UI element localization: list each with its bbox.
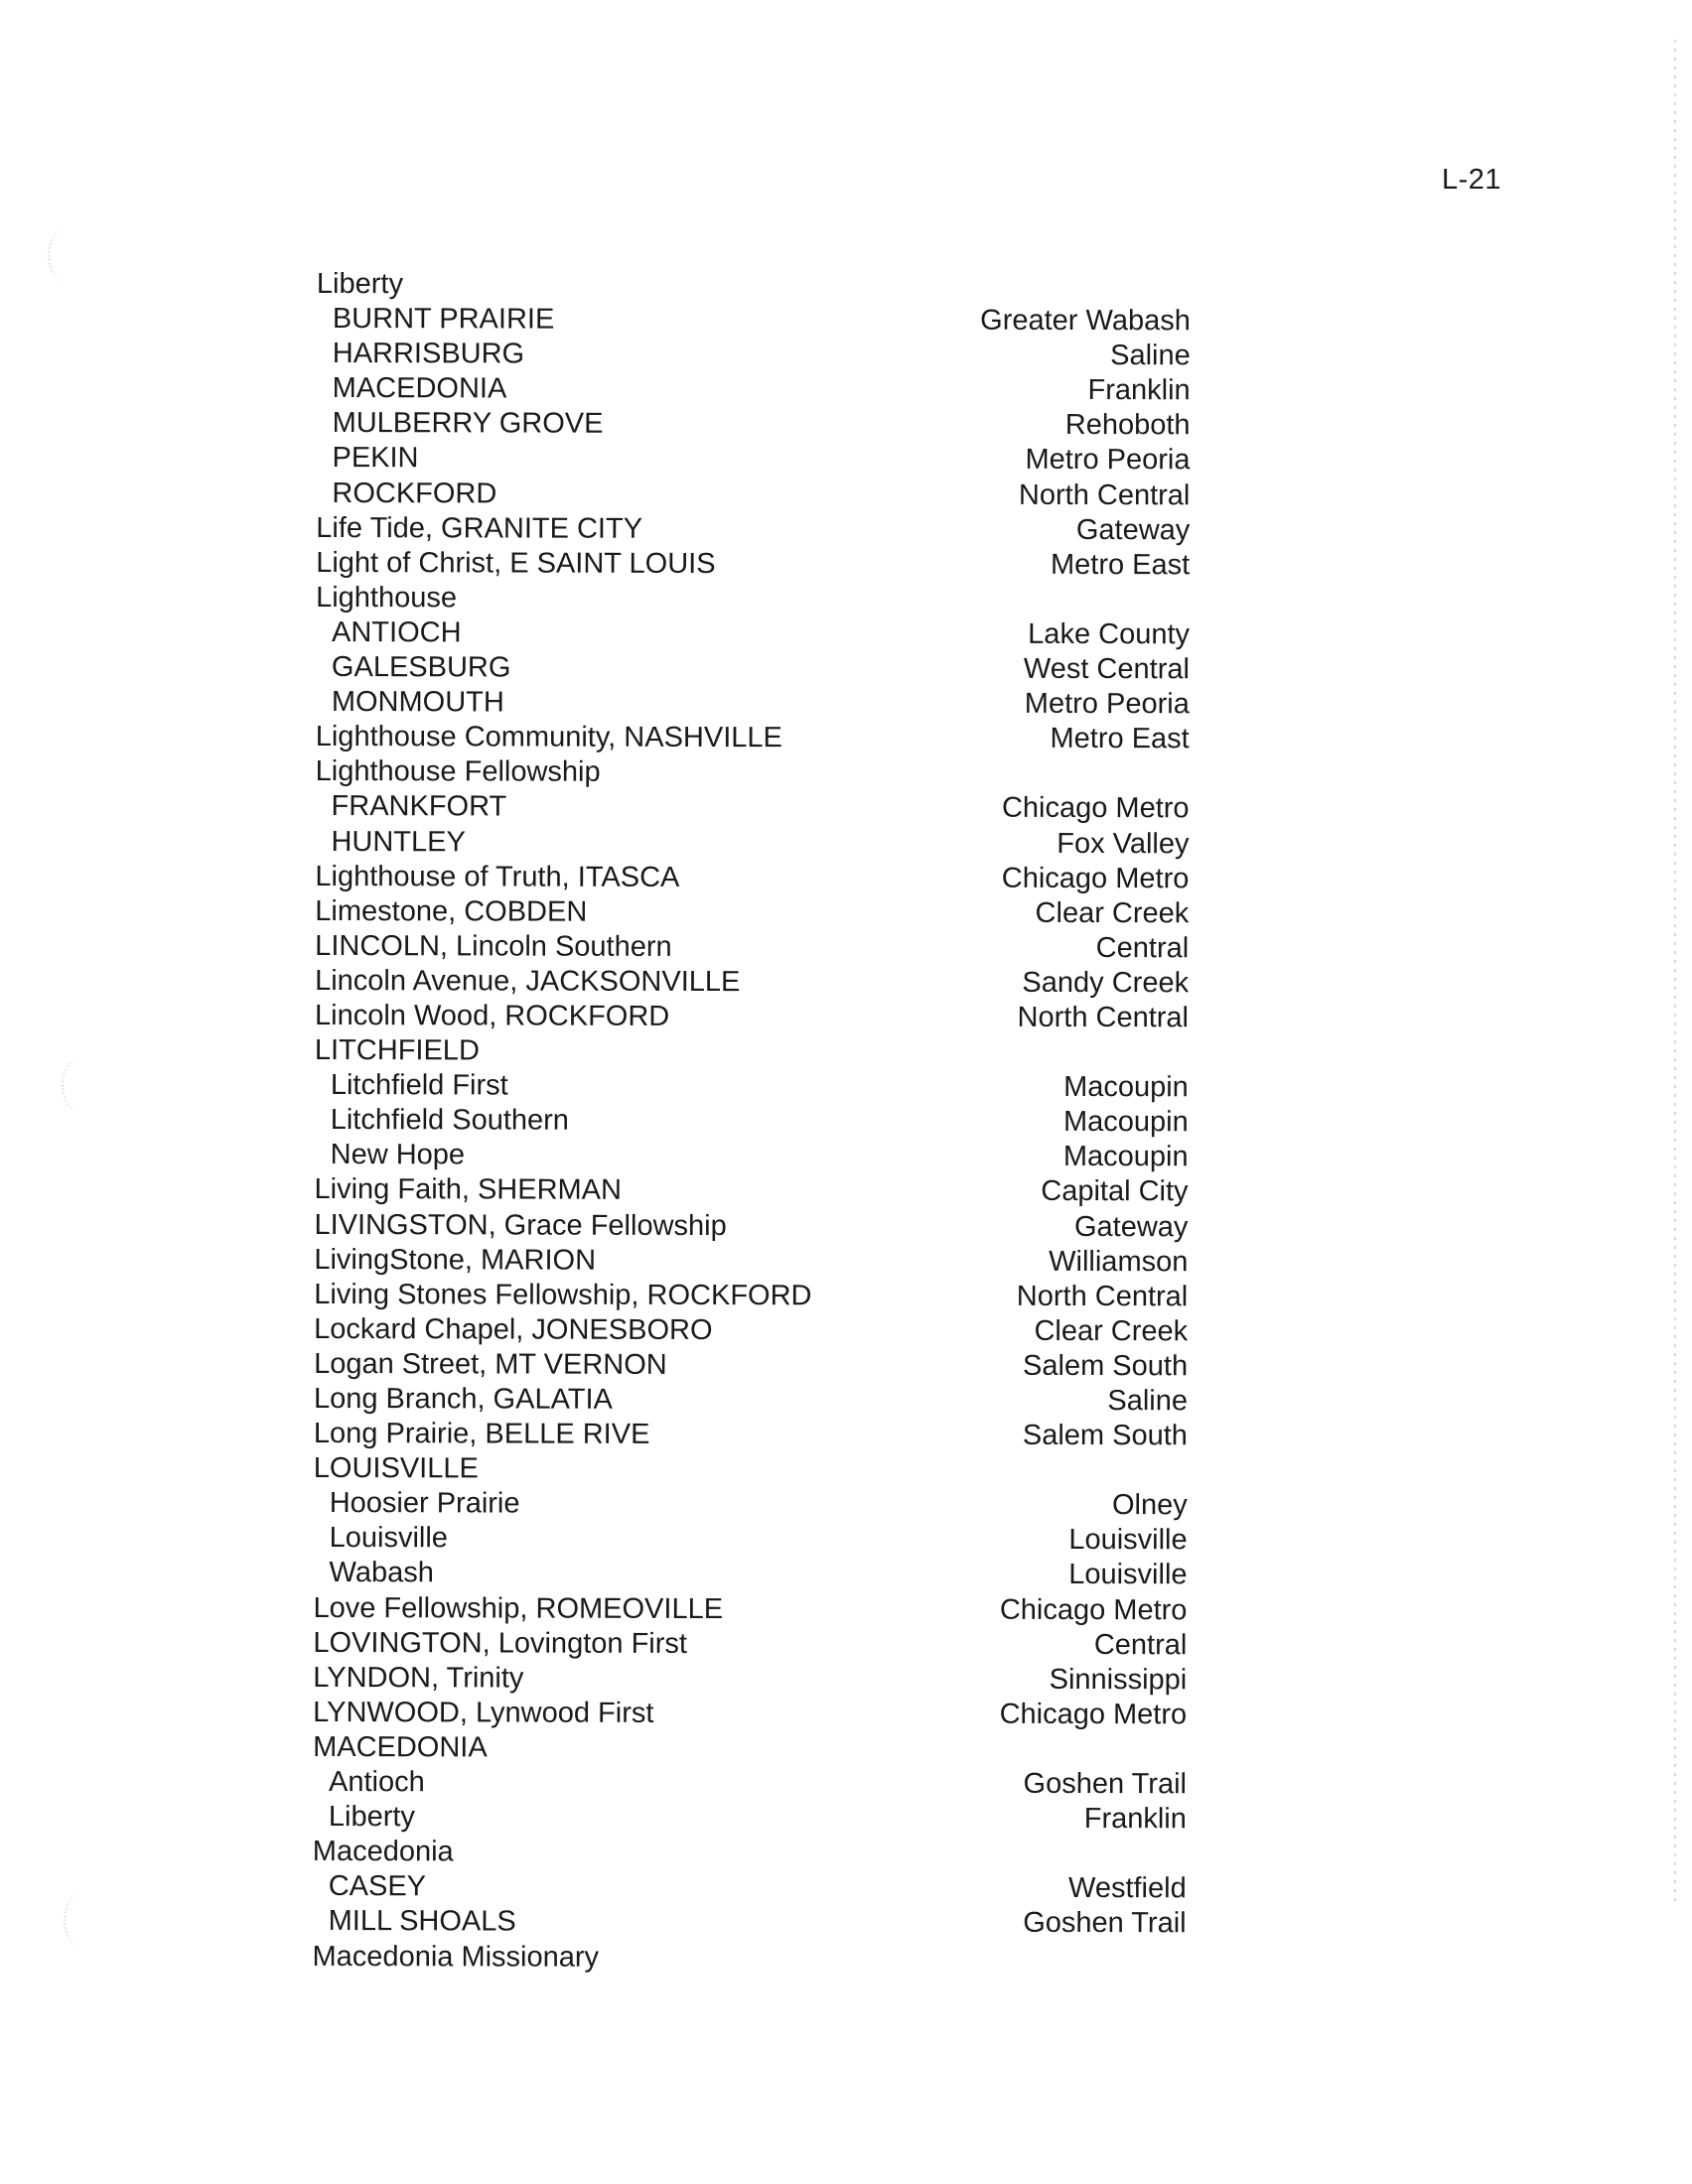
association-name: Metro East [1050,723,1190,755]
church-name: Liberty [328,1801,416,1834]
church-name: PEKIN [332,442,419,475]
church-name: New Hope [330,1139,466,1171]
church-name: Litchfield Southern [330,1104,570,1137]
church-name: Lighthouse of Truth, ITASCA [315,860,680,893]
listing-sub-entry [315,1068,1189,1105]
punch-hole-middle [62,1056,105,1114]
listing-entry [313,1835,1187,1871]
church-name: LivingStone, MARION [314,1243,597,1277]
church-name: Long Prairie, BELLE RIVE [313,1418,650,1450]
association-name: Sinnissippi [1049,1663,1188,1697]
listing-entry [316,720,1190,756]
association-name: North Central [1018,478,1191,511]
listing-entry [315,929,1189,966]
association-name: Metro Peoria [1024,687,1190,721]
listing-entry [312,1939,1186,1976]
church-name: LITCHFIELD [314,1034,480,1067]
association-name: North Central [1017,1001,1190,1034]
association-name: Lake County [1028,617,1191,651]
association-name: Greater Wabash [980,304,1191,338]
listing-sub-entry [316,650,1190,687]
church-name: GALESBURG [331,651,511,684]
church-name: Living Faith, SHERMAN [314,1173,623,1207]
church-name: Lincoln Avenue, JACKSONVILLE [315,964,741,998]
association-name: Rehoboth [1064,409,1191,442]
listing-sub-entry [315,1138,1189,1174]
listing-entry [314,1243,1188,1280]
church-name: Liberty [316,268,404,301]
church-name: Lincoln Wood, ROCKFORD [314,999,670,1032]
church-name: Macedonia Missionary [312,1940,600,1974]
church-name: MILL SHOALS [328,1905,516,1938]
association-name: Westfield [1067,1872,1187,1905]
association-name: Saline [1110,340,1191,372]
listing-sub-entry [316,477,1190,513]
listing-entry [315,894,1189,931]
church-name: Lighthouse Community, NASHVILLE [315,721,782,754]
page-number: L-21 [1442,164,1502,196]
church-name: Macedonia [312,1836,454,1868]
listing-entry [313,1661,1187,1698]
listing-sub-entry [317,406,1191,443]
listing-sub-entry [315,824,1189,861]
listing-entry [313,1730,1187,1767]
association-name: Williamson [1049,1245,1189,1278]
church-name: LIVINGSTON, Grace Fellowship [314,1208,727,1242]
association-name: Clear Creek [1034,1314,1189,1348]
association-name: Salem South [1023,1349,1189,1383]
listing-entry [315,860,1189,896]
punch-hole-bottom [64,1891,107,1949]
church-name: Life Tide, GRANITE CITY [316,511,643,545]
association-name: Metro East [1050,548,1191,582]
association-name: Central [1095,931,1190,965]
church-name: LOVINGTON, Lovington First [313,1626,688,1660]
church-name: MONMOUTH [331,686,504,719]
listing-entry [317,267,1191,304]
listing-entry [314,1451,1188,1488]
association-name: Franklin [1083,1803,1187,1836]
church-name: LOUISVILLE [313,1452,479,1485]
association-name: Louisville [1068,1524,1188,1557]
listing-sub-entry [313,1800,1187,1837]
association-name: Saline [1107,1385,1189,1418]
church-name: MULBERRY GROVE [332,407,604,441]
church-name: Love Fellowship, ROMEOVILLE [313,1591,724,1625]
scan-edge-marks [1674,40,1676,1906]
association-name: Gateway [1073,1210,1189,1243]
listing-entry [313,1591,1187,1628]
church-name: Litchfield First [330,1069,508,1102]
listing-entry [314,1208,1188,1245]
church-listing [312,267,1190,1977]
listing-entry [316,511,1190,548]
listing-sub-entry [316,615,1190,652]
listing-sub-entry [313,1765,1187,1802]
church-name: MACEDONIA [332,372,507,405]
association-name: Gateway [1075,513,1191,546]
association-name: Macoupin [1062,1141,1189,1173]
listing-sub-entry [316,685,1190,722]
association-name: Metro Peoria [1025,444,1191,477]
church-name: BURNT PRAIRIE [332,303,555,336]
church-name: CASEY [328,1870,427,1903]
listing-sub-entry [317,337,1191,373]
church-name: LINCOLN, Lincoln Southern [315,929,672,963]
church-name: HARRISBURG [332,338,525,370]
church-name: Lockard Chapel, JONESBORO [314,1312,713,1346]
listing-entry [316,754,1190,791]
church-name: Antioch [328,1766,425,1799]
church-name: Limestone, COBDEN [315,894,588,928]
church-name: HUNTLEY [331,825,466,858]
listing-sub-entry [314,1521,1188,1558]
listing-entry [314,1382,1188,1419]
church-name: Light of Christ, E SAINT LOUIS [316,546,716,580]
listing-entry [316,581,1190,617]
listing-entry [314,1347,1188,1384]
listing-entry [314,1417,1188,1453]
association-name: Goshen Trail [1023,1907,1187,1940]
listing-entry [313,1626,1187,1663]
church-name: MACEDONIA [313,1730,488,1764]
listing-sub-entry [314,1486,1188,1523]
association-name: North Central [1016,1280,1189,1313]
association-name: Chicago Metro [1001,862,1190,894]
church-name: Long Branch, GALATIA [313,1382,613,1416]
listing-entry [314,1278,1188,1314]
association-name: Goshen Trail [1023,1767,1188,1801]
listing-sub-entry [314,1556,1188,1592]
church-name: Hoosier Prairie [329,1487,520,1520]
association-name: Franklin [1087,374,1191,407]
association-name: Macoupin [1062,1106,1189,1139]
listing-entry [316,546,1190,583]
association-name: Salem South [1022,1419,1188,1452]
association-name: Louisville [1068,1559,1188,1591]
church-name: Louisville [329,1522,448,1555]
association-name: Chicago Metro [999,1698,1188,1731]
listing-entry [314,1312,1188,1349]
listing-sub-entry [316,441,1190,478]
association-name: Chicago Metro [999,1593,1188,1626]
listing-sub-entry [316,789,1190,826]
church-name: ROCKFORD [332,477,497,510]
association-name: Capital City [1041,1175,1189,1208]
church-name: LYNDON, Trinity [313,1661,524,1695]
church-name: Lighthouse [316,581,458,614]
listing-entry [315,999,1189,1035]
listing-sub-entry [313,1904,1187,1941]
church-name: Logan Street, MT VERNON [314,1347,667,1381]
church-name: Living Stones Fellowship, ROCKFORD [314,1278,812,1312]
association-name: Clear Creek [1035,896,1190,929]
church-name: Lighthouse Fellowship [315,755,601,789]
church-name: ANTIOCH [331,615,462,649]
listing-entry [313,1696,1187,1732]
association-name: West Central [1023,652,1190,686]
association-name: Fox Valley [1057,827,1190,860]
association-name: Chicago Metro [1001,792,1190,825]
listing-sub-entry [313,1869,1187,1906]
listing-entry [315,1033,1189,1070]
church-name: LYNWOOD, Lynwood First [313,1696,654,1729]
association-name: Olney [1111,1489,1188,1522]
association-name: Central [1093,1628,1188,1661]
church-name: Wabash [329,1557,434,1589]
listing-sub-entry [315,1103,1189,1140]
listing-entry [315,1172,1189,1209]
listing-sub-entry [317,371,1191,408]
punch-hole-top [48,226,91,284]
listing-sub-entry [317,302,1191,339]
association-name: Macoupin [1063,1071,1189,1104]
association-name: Sandy Creek [1022,966,1190,1000]
listing-entry [315,964,1189,1001]
church-name: FRANKFORT [331,790,507,823]
